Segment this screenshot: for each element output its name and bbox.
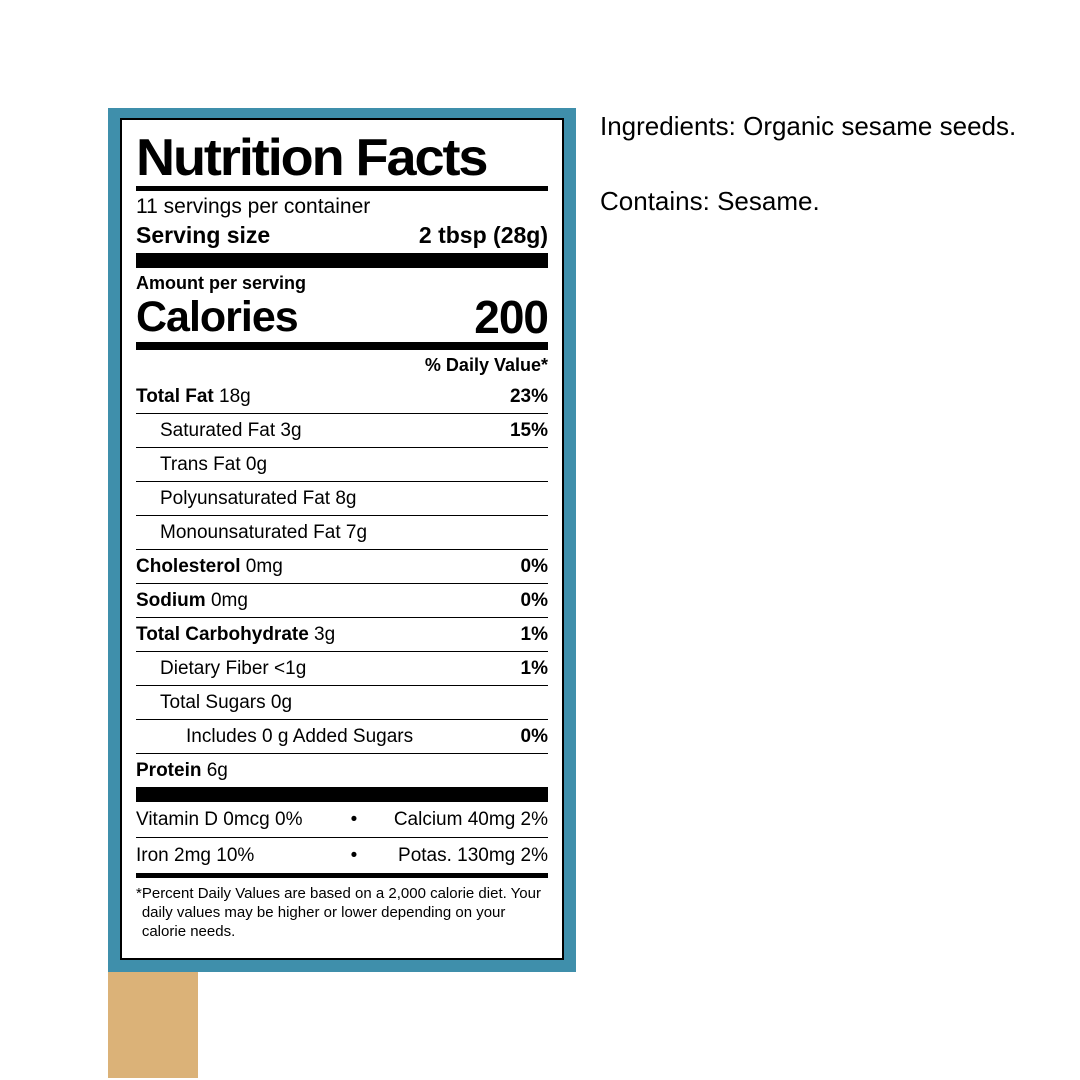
serving-size-label: Serving size <box>136 222 271 248</box>
amount-per-serving-label: Amount per serving <box>136 273 307 293</box>
nutrient-amount: 3g <box>308 624 336 645</box>
nutrient-name <box>186 724 413 749</box>
nutrient-amount: 3g <box>275 420 302 441</box>
ingredients-text: Ingredients: Organic sesame seeds. <box>600 111 1017 141</box>
micronutrient-right: Potas. 130mg 2% <box>398 845 548 866</box>
nutrient-amount: 0g <box>240 454 268 475</box>
bullet-separator-icon: • <box>350 845 358 866</box>
nutrient-name <box>136 758 228 783</box>
micronutrient-row <box>136 838 548 873</box>
serving-size-value: 2 tbsp (28g) <box>418 222 548 248</box>
nutrient-row <box>136 652 548 685</box>
nutrient-name-text: Total Fat <box>136 386 214 407</box>
nutrient-name-text: Cholesterol <box>136 556 241 577</box>
nutrient-daily-value: 0% <box>520 590 548 611</box>
footnote-text: Percent Daily Values are based on a 2,000 calorie diet. Your daily values may be higher or lower depending on your calorie needs. <box>141 885 541 940</box>
nutrient-row <box>136 686 548 719</box>
divider-calories <box>136 342 548 350</box>
nutrient-name-text: Includes 0 g Added Sugars <box>186 726 414 747</box>
nutrient-row <box>136 482 548 515</box>
nutrient-amount: 0mg <box>240 556 283 577</box>
calories-row <box>136 291 548 343</box>
nutrient-name-text: Saturated Fat <box>160 420 276 441</box>
nutrient-name-text: Trans Fat <box>160 454 241 475</box>
nutrition-facts-panel <box>120 118 564 960</box>
label-border-frame <box>108 108 576 972</box>
contains-text: Contains: Sesame. <box>600 186 820 216</box>
nutrient-row <box>136 516 548 549</box>
nutrient-name <box>136 622 335 647</box>
nutrient-row <box>136 414 548 447</box>
nutrient-name <box>160 690 292 715</box>
nutrient-row <box>136 720 548 753</box>
nutrient-daily-value: 23% <box>509 386 548 407</box>
nutrient-name <box>160 520 367 545</box>
nutrient-name <box>136 588 248 613</box>
servings-per-container: 11 servings per container <box>136 195 371 218</box>
micronutrient-rows <box>136 802 548 873</box>
nutrient-row <box>136 380 548 413</box>
nutrient-row <box>136 618 548 651</box>
nutrient-amount: <1g <box>268 658 307 679</box>
nutrient-name <box>136 384 251 409</box>
nutrient-name-text: Monounsaturated Fat <box>160 522 341 543</box>
daily-value-header: % Daily Value* <box>424 355 548 375</box>
nutrient-rows <box>136 380 548 787</box>
nutrient-name <box>160 656 306 681</box>
nutrient-daily-value: 15% <box>509 420 548 441</box>
serving-size-row <box>136 220 548 253</box>
calories-label: Calories <box>136 293 298 341</box>
nutrient-name-text: Protein <box>136 760 202 781</box>
side-text-block <box>600 106 1020 256</box>
nutrient-name-text: Total Carbohydrate <box>136 624 309 645</box>
nutrition-label <box>108 108 576 972</box>
nutrient-row <box>136 754 548 787</box>
nutrient-row <box>136 448 548 481</box>
nutrition-facts-title: Nutrition Facts <box>136 129 487 187</box>
nutrient-name <box>160 418 302 443</box>
micronutrient-right: Calcium 40mg 2% <box>393 809 548 830</box>
divider-heavy-bottom <box>136 787 548 802</box>
nutrient-daily-value: 0% <box>520 556 548 577</box>
nutrient-amount: 7g <box>340 522 368 543</box>
nutrient-daily-value: 0% <box>520 726 548 747</box>
micronutrient-left: Iron 2mg 10% <box>136 845 255 866</box>
nutrient-name <box>136 554 283 579</box>
nutrient-amount: 0g <box>265 692 293 713</box>
footnote-star: * <box>136 885 142 902</box>
nutrient-name-text: Sodium <box>136 590 206 611</box>
nutrient-daily-value: 1% <box>520 658 548 679</box>
nutrient-name <box>160 486 356 511</box>
nutrient-name <box>160 452 267 477</box>
footnote <box>136 878 548 941</box>
nutrient-amount: 18g <box>213 386 251 407</box>
nutrient-name-text: Dietary Fiber <box>160 658 269 679</box>
nutrient-name-text: Total Sugars <box>160 692 266 713</box>
nutrient-row <box>136 550 548 583</box>
nutrient-daily-value: 1% <box>520 624 548 645</box>
nutrient-name-text: Polyunsaturated Fat <box>160 488 331 509</box>
micronutrient-row <box>136 802 548 837</box>
nutrient-amount: 6g <box>201 760 228 781</box>
calories-value: 200 <box>474 291 548 343</box>
divider-heavy-top <box>136 253 548 268</box>
micronutrient-left: Vitamin D 0mcg 0% <box>136 809 303 830</box>
nutrient-amount: 0mg <box>205 590 248 611</box>
bullet-separator-icon: • <box>350 809 358 830</box>
nutrient-row <box>136 584 548 617</box>
nutrient-amount: 8g <box>330 488 357 509</box>
